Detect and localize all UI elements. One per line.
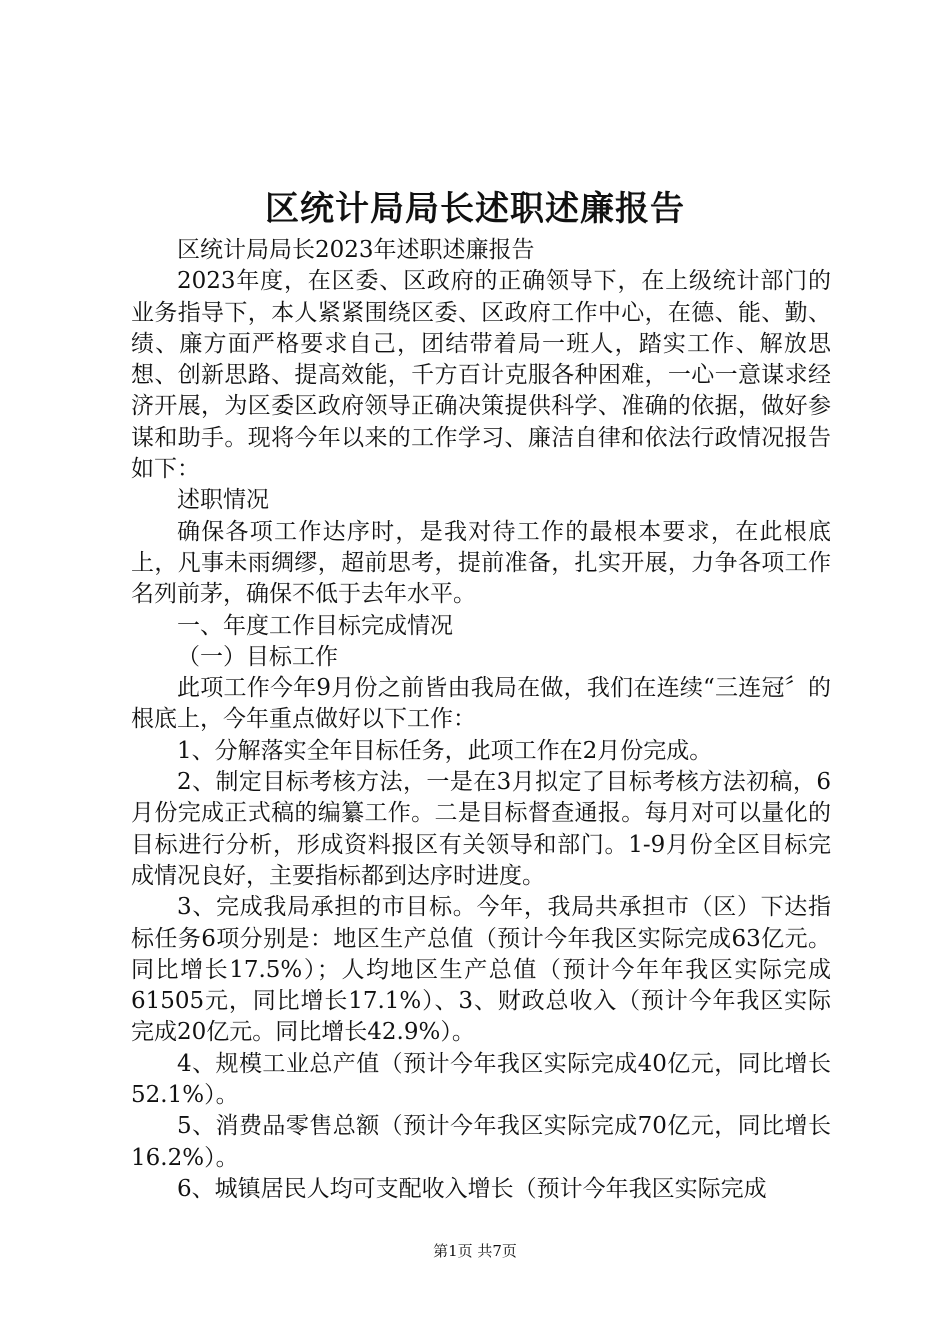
paragraph-subtitle: 区统计局局长2023年述职述廉报告 — [177, 237, 535, 263]
list-item-5: 5、消费品零售总额（预计今年我区实际完成70亿元，同比增长16.2%）。 — [131, 1113, 831, 1171]
list-item-2: 2、制定目标考核方法，一是在3月拟定了目标考核方法初稿，6月份完成正式稿的编纂工作。二是目标督查通报。每月对可以量化的目标进行分析，形成资料报区有关领导和部门。1-9月份全区目标完成情况良好，主要指标都到达序时进度。 — [131, 769, 831, 889]
document-title: 区统计局局长述职述廉报告 — [265, 189, 685, 229]
paragraph-target-work: 此项工作今年9月份之前皆由我局在做，我们在连续“三连冠〞的根底上，今年重点做好以下工作： — [131, 675, 831, 733]
paragraph-intro: 2023年度，在区委、区政府的正确领导下，在上级统计部门的业务指导下，本人紧紧围绕区委、区政府工作中心，在德、能、勤、绩、廉方面严格要求自己，团结带着局一班人，踏实工作、解放思想、创新思路、提高效能，千方百计克服各种困难，一心一意谋求经济开展，为区委区政府领导正确决策提供科学、准确的依据，做好参谋和助手。现将今年以来的工作学习、廉洁自律和依法行政情况报告如下： — [131, 268, 831, 483]
list-item-6: 6、城镇居民人均可支配收入增长（预计今年我区实际完成 — [177, 1175, 767, 1202]
paragraph-requirement: 确保各项工作达序时，是我对待工作的最根本要求，在此根底上，凡事未雨绸缪，超前思考，提前准备，扎实开展，力争各项工作名列前茅，确保不低于去年水平。 — [131, 518, 831, 608]
section-heading-report: 述职情况 — [177, 487, 269, 514]
list-item-4: 4、规模工业总产值（预计今年我区实际完成40亿元，同比增长52.1%）。 — [131, 1050, 831, 1109]
document-body — [131, 235, 831, 1205]
list-item-1: 1、分解落实全年目标任务，此项工作在2月份完成。 — [177, 737, 713, 764]
list-item-3: 3、完成我局承担的市目标。今年，我局共承担市（区）下达指标任务6项分别是：地区生产总值（预计今年我区实际完成63亿元。同比增长17.5%）；人均地区生产总值（预计今年年我区实际完成61505元，同比增长17.1%）、3、财政总收入（预计今年我区实际完成20亿元。同比增长42.9%）。 — [131, 894, 831, 1046]
subsection-heading-target-work: （一）目标工作 — [177, 643, 338, 670]
page-footer: 第1页 共7页 — [433, 1242, 517, 1260]
section-heading-goals: 一、年度工作目标完成情况 — [177, 612, 453, 639]
